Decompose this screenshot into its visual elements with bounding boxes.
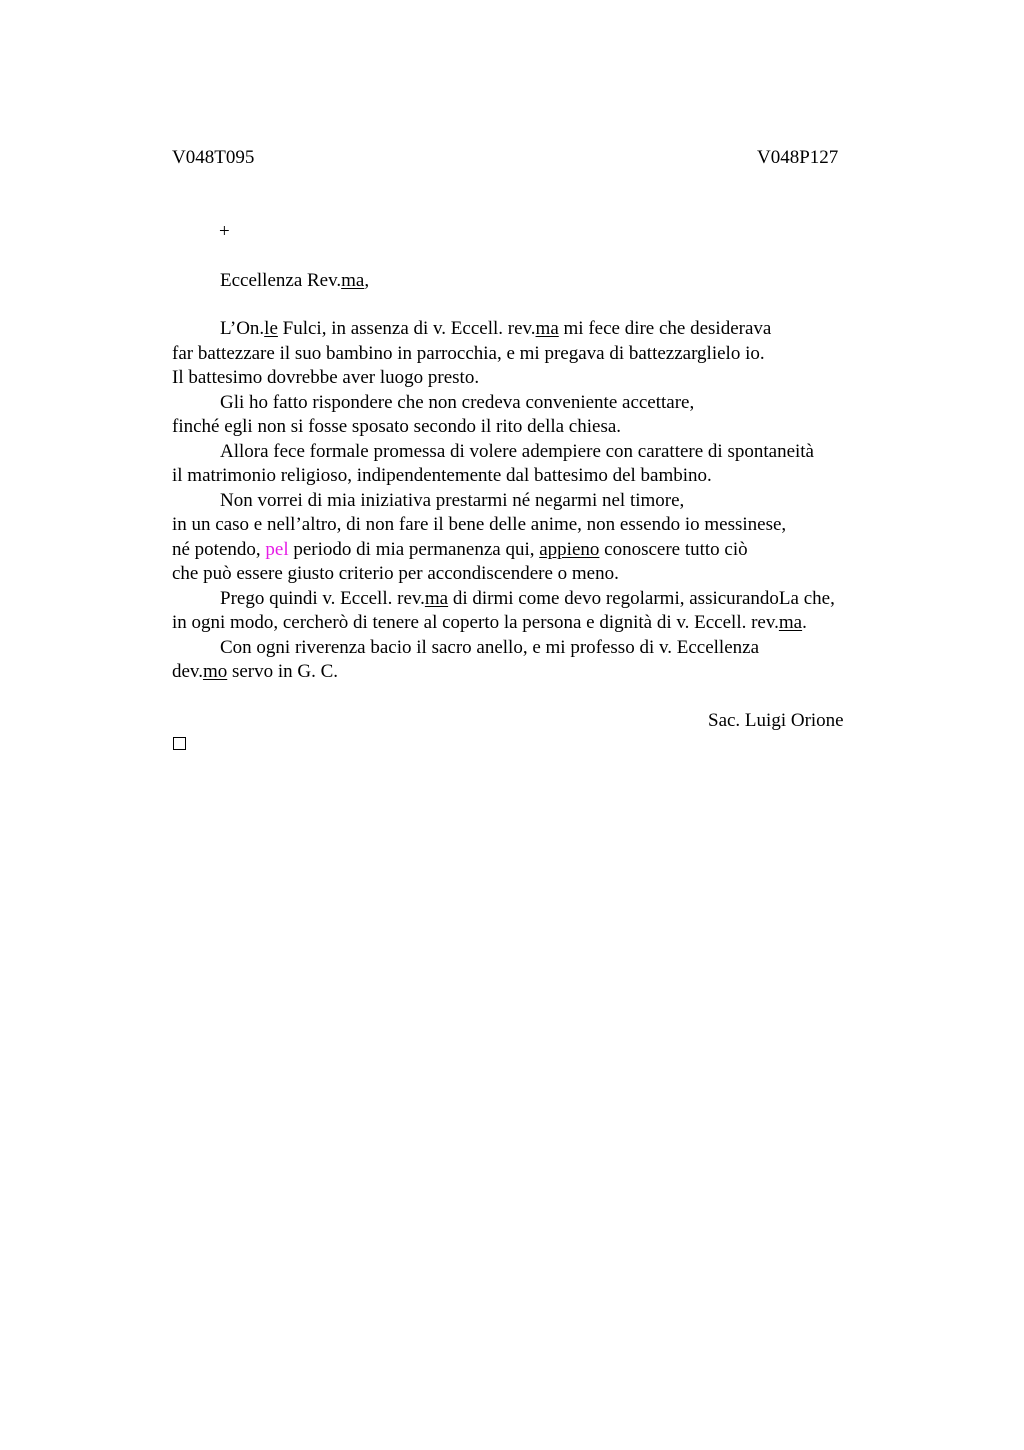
body-line-14: Con ogni riverenza bacio il sacro anello, e mi professo di v. Eccellenza [220,637,760,658]
body-line-7: il matrimonio religioso, indipendentemente dal battesimo del bambino. [172,465,712,486]
body-line-10: né potendo, pel periodo di mia permanenza qui, appieno conoscere tutto ciò [172,539,748,560]
body-line-2: far battezzare il suo bambino in parrocchia, e mi pregava di battezzarglielo io. [172,343,765,364]
cross-mark: + [219,221,230,242]
signature: Sac. Luigi Orione [708,710,844,731]
highlighted-word: pel [265,539,289,560]
checkbox-square-icon [173,737,186,750]
body-line-1: L’On.le Fulci, in assenza di v. Eccell. rev.ma mi fece dire che desiderava [220,318,772,339]
body-line-8: Non vorrei di mia iniziativa prestarmi né negarmi nel timore, [220,490,685,511]
body-line-9: in un caso e nell’altro, di non fare il bene delle anime, non essendo io messinese, [172,514,787,535]
header-left-code: V048T095 [172,147,255,168]
body-line-15: dev.mo servo in G. C. [172,661,339,682]
body-line-6: Allora fece formale promessa di volere adempiere con carattere di spontaneità [220,441,814,462]
body-line-3: Il battesimo dovrebbe aver luogo presto. [172,367,480,388]
body-line-11: che può essere giusto criterio per accondiscendere o meno. [172,563,619,584]
header-right-code: V048P127 [757,147,839,168]
body-line-5: finché egli non si fosse sposato secondo il rito della chiesa. [172,416,622,437]
body-line-13: in ogni modo, cercherò di tenere al coperto la persona e dignità di v. Eccell. rev.ma. [172,612,807,633]
body-line-4: Gli ho fatto rispondere che non credeva conveniente accettare, [220,392,695,413]
body-line-12: Prego quindi v. Eccell. rev.ma di dirmi come devo regolarmi, assicurandoLa che, [220,588,835,609]
salutation: Eccellenza Rev.ma, [220,270,370,291]
